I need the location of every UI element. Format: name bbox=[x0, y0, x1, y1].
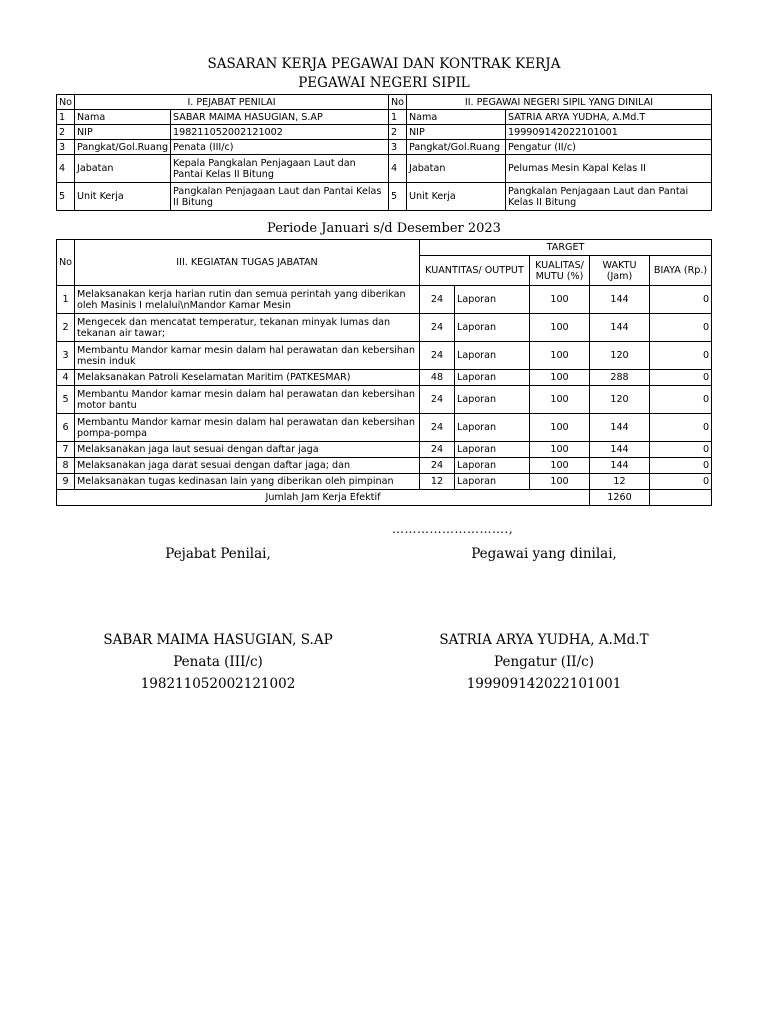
quality-value: 100 bbox=[530, 458, 590, 474]
row-number: 3 bbox=[57, 342, 75, 370]
pejabat-row bbox=[57, 155, 712, 183]
periode-label: Periode Januari s/d Desember 2023 bbox=[267, 221, 501, 236]
time-value: 120 bbox=[590, 342, 650, 370]
row-number: 1 bbox=[57, 110, 75, 125]
document-subtitle: PEGAWAI NEGERI SIPIL bbox=[298, 75, 470, 91]
quantity-value: 24 bbox=[420, 286, 455, 314]
waktu-header: WAKTU (Jam) bbox=[590, 256, 650, 286]
signer-nip: 198211052002121002 bbox=[140, 676, 296, 692]
biaya-header: BIAYA (Rp.) bbox=[650, 256, 712, 286]
activity-description: Melaksanakan tugas kedinasan lain yang diberikan oleh pimpinan bbox=[75, 474, 420, 490]
output-unit: Laporan bbox=[455, 370, 530, 386]
pejabat-row bbox=[57, 140, 712, 155]
field-label: NIP bbox=[75, 125, 171, 140]
activity-row bbox=[57, 386, 712, 414]
cost-value: 0 bbox=[650, 458, 712, 474]
quantity-value: 48 bbox=[420, 370, 455, 386]
signer-rank: Penata (III/c) bbox=[173, 654, 263, 670]
pejabat-row bbox=[57, 110, 712, 125]
pejabat-penilai-header: I. PEJABAT PENILAI bbox=[75, 95, 389, 110]
quality-value: 100 bbox=[530, 386, 590, 414]
field-label: Nama bbox=[75, 110, 171, 125]
quality-value: 100 bbox=[530, 474, 590, 490]
activity-description: Melaksanakan jaga laut sesuai dengan daftar jaga bbox=[75, 442, 420, 458]
activity-description: Melaksanakan kerja harian rutin dan semua perintah yang diberikan oleh Masinis I melalui\nMandor Kamar Mesin bbox=[75, 286, 420, 314]
activity-description: Mengecek dan mencatat temperatur, tekanan minyak lumas dan tekanan air tawar; bbox=[75, 314, 420, 342]
row-number: 9 bbox=[57, 474, 75, 490]
cost-value: 0 bbox=[650, 442, 712, 458]
output-unit: Laporan bbox=[455, 458, 530, 474]
row-number: 1 bbox=[57, 286, 75, 314]
time-value: 120 bbox=[590, 386, 650, 414]
row-number: 2 bbox=[389, 125, 407, 140]
activity-header: III. KEGIATAN TUGAS JABATAN bbox=[75, 240, 420, 286]
place-date-blank: ………………………., bbox=[392, 522, 514, 536]
kualitas-header: KUALITAS/ MUTU (%) bbox=[530, 256, 590, 286]
time-value: 144 bbox=[590, 414, 650, 442]
quality-value: 100 bbox=[530, 414, 590, 442]
field-label: Pangkat/Gol.Ruang bbox=[407, 140, 506, 155]
activity-description: Membantu Mandor kamar mesin dalam hal perawatan dan kebersihan mesin induk bbox=[75, 342, 420, 370]
no-header: No bbox=[57, 95, 75, 110]
quality-value: 100 bbox=[530, 342, 590, 370]
row-number: 3 bbox=[389, 140, 407, 155]
row-number: 2 bbox=[57, 314, 75, 342]
output-unit: Laporan bbox=[455, 414, 530, 442]
cost-value: 0 bbox=[650, 474, 712, 490]
row-number: 7 bbox=[57, 442, 75, 458]
signer-nip: 199909142022101001 bbox=[466, 676, 622, 692]
field-label: Jabatan bbox=[75, 155, 171, 183]
signer-name: SATRIA ARYA YUDHA, A.Md.T bbox=[439, 632, 649, 648]
dinilai-value: Pelumas Mesin Kapal Kelas II bbox=[506, 155, 712, 183]
output-unit: Laporan bbox=[455, 314, 530, 342]
activity-row bbox=[57, 314, 712, 342]
cost-value: 0 bbox=[650, 286, 712, 314]
time-value: 288 bbox=[590, 370, 650, 386]
cost-value: 0 bbox=[650, 414, 712, 442]
kegiatan-header-row bbox=[57, 240, 712, 256]
row-number: 5 bbox=[57, 386, 75, 414]
output-unit: Laporan bbox=[455, 286, 530, 314]
total-label: Jumlah Jam Kerja Efektif bbox=[57, 490, 590, 506]
row-number: 1 bbox=[389, 110, 407, 125]
signer-role: Pegawai yang dinilai, bbox=[471, 546, 617, 562]
penilai-value: Penata (III/c) bbox=[171, 140, 389, 155]
cost-value: 0 bbox=[650, 386, 712, 414]
quantity-value: 12 bbox=[420, 474, 455, 490]
quality-value: 100 bbox=[530, 314, 590, 342]
activity-row bbox=[57, 458, 712, 474]
activity-row bbox=[57, 370, 712, 386]
field-label: Nama bbox=[407, 110, 506, 125]
time-value: 144 bbox=[590, 458, 650, 474]
cost-value: 0 bbox=[650, 370, 712, 386]
field-label: Jabatan bbox=[407, 155, 506, 183]
penilai-value: SABAR MAIMA HASUGIAN, S.AP bbox=[171, 110, 389, 125]
quantity-value: 24 bbox=[420, 414, 455, 442]
pejabat-table bbox=[56, 94, 712, 211]
quantity-value: 24 bbox=[420, 442, 455, 458]
activity-row bbox=[57, 286, 712, 314]
time-value: 144 bbox=[590, 442, 650, 458]
pegawai-dinilai-header: II. PEGAWAI NEGERI SIPIL YANG DINILAI bbox=[407, 95, 712, 110]
kegiatan-table bbox=[56, 239, 712, 506]
signer-role: Pejabat Penilai, bbox=[165, 546, 271, 562]
activity-description: Membantu Mandor kamar mesin dalam hal perawatan dan kebersihan pompa-pompa bbox=[75, 414, 420, 442]
row-number: 4 bbox=[389, 155, 407, 183]
time-value: 144 bbox=[590, 286, 650, 314]
total-cost-blank bbox=[650, 490, 712, 506]
quantity-value: 24 bbox=[420, 458, 455, 474]
penilai-value: 198211052002121002 bbox=[171, 125, 389, 140]
activity-description: Melaksanakan Patroli Keselamatan Maritim (PATKESMAR) bbox=[75, 370, 420, 386]
row-number: 4 bbox=[57, 370, 75, 386]
penilai-value: Pangkalan Penjagaan Laut dan Pantai Kelas II Bitung bbox=[171, 183, 389, 211]
signer-rank: Pengatur (II/c) bbox=[493, 654, 595, 670]
pejabat-row bbox=[57, 125, 712, 140]
row-number: 6 bbox=[57, 414, 75, 442]
output-unit: Laporan bbox=[455, 442, 530, 458]
no-header: No bbox=[57, 240, 75, 286]
kuantitas-header: KUANTITAS/ OUTPUT bbox=[420, 256, 530, 286]
field-label: NIP bbox=[407, 125, 506, 140]
no-header: No bbox=[389, 95, 407, 110]
pejabat-header-row bbox=[57, 95, 712, 110]
activity-description: Melaksanakan jaga darat sesuai dengan daftar jaga; dan bbox=[75, 458, 420, 474]
activity-row bbox=[57, 414, 712, 442]
output-unit: Laporan bbox=[455, 474, 530, 490]
output-unit: Laporan bbox=[455, 342, 530, 370]
output-unit: Laporan bbox=[455, 386, 530, 414]
activity-row bbox=[57, 342, 712, 370]
row-number: 5 bbox=[57, 183, 75, 211]
signer-name: SABAR MAIMA HASUGIAN, S.AP bbox=[103, 632, 333, 648]
total-row bbox=[57, 490, 712, 506]
target-header: TARGET bbox=[420, 240, 712, 256]
quality-value: 100 bbox=[530, 370, 590, 386]
total-hours: 1260 bbox=[590, 490, 650, 506]
penilai-value: Kepala Pangkalan Penjagaan Laut dan Pantai Kelas II Bitung bbox=[171, 155, 389, 183]
row-number: 3 bbox=[57, 140, 75, 155]
field-label: Pangkat/Gol.Ruang bbox=[75, 140, 171, 155]
quantity-value: 24 bbox=[420, 314, 455, 342]
quantity-value: 24 bbox=[420, 386, 455, 414]
document-title: SASARAN KERJA PEGAWAI DAN KONTRAK KERJA bbox=[207, 56, 561, 72]
time-value: 144 bbox=[590, 314, 650, 342]
dinilai-value: Pangkalan Penjagaan Laut dan Pantai Kelas II Bitung bbox=[506, 183, 712, 211]
field-label: Unit Kerja bbox=[407, 183, 506, 211]
cost-value: 0 bbox=[650, 314, 712, 342]
quality-value: 100 bbox=[530, 442, 590, 458]
row-number: 5 bbox=[389, 183, 407, 211]
dinilai-value: Pengatur (II/c) bbox=[506, 140, 712, 155]
pejabat-row bbox=[57, 183, 712, 211]
activity-row bbox=[57, 442, 712, 458]
activity-description: Membantu Mandor kamar mesin dalam hal perawatan dan kebersihan motor bantu bbox=[75, 386, 420, 414]
row-number: 4 bbox=[57, 155, 75, 183]
quantity-value: 24 bbox=[420, 342, 455, 370]
cost-value: 0 bbox=[650, 342, 712, 370]
time-value: 12 bbox=[590, 474, 650, 490]
quality-value: 100 bbox=[530, 286, 590, 314]
dinilai-value: 199909142022101001 bbox=[506, 125, 712, 140]
dinilai-value: SATRIA ARYA YUDHA, A.Md.T bbox=[506, 110, 712, 125]
row-number: 8 bbox=[57, 458, 75, 474]
activity-row bbox=[57, 474, 712, 490]
row-number: 2 bbox=[57, 125, 75, 140]
field-label: Unit Kerja bbox=[75, 183, 171, 211]
